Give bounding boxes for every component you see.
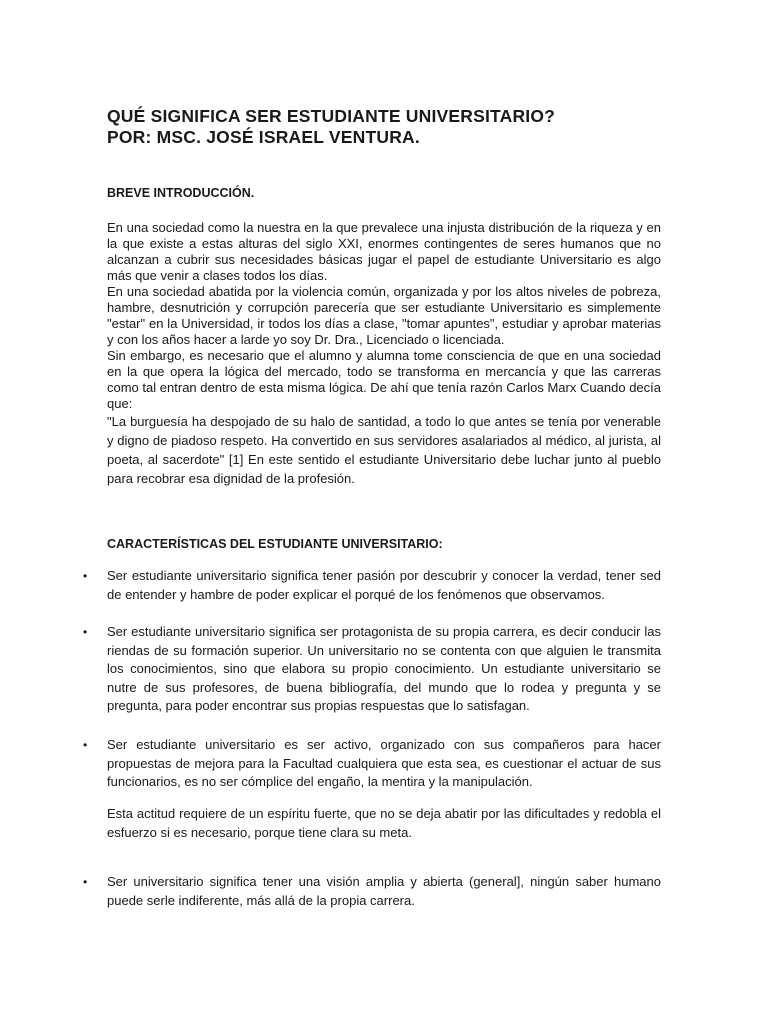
intro-paragraph: En una sociedad abatida por la violencia común, organizada y por los altos niveles de pobreza, hambre, desnutrición y corrupción parecería que ser estudiante Universitario es simplemente "estar" en la Universidad, ir todos los días a clase, "tomar apuntes", estudiar y aprobar materias y con los años hacer a larde yo soy Dr. Dra., Licenciado o licenciada. bbox=[107, 284, 661, 347]
list-item bbox=[83, 873, 661, 910]
intro-paragraph: En una sociedad como la nuestra en la que prevalece una injusta distribución de la riqueza y en la que existe a estas alturas del siglo XXI, enormes contingentes de seres humanos que no alcanzan a cubrir sus necesidades básicas jugar el papel de estudiante Universitario es algo más que venir a clases todos los días. bbox=[107, 220, 661, 283]
characteristics-heading: CARACTERÍSTICAS DEL ESTUDIANTE UNIVERSITARIO: bbox=[107, 537, 443, 551]
intro-paragraph: Sin embargo, es necesario que el alumno y alumna tome consciencia de que en una sociedad en la que opera la lógica del mercado, todo se transforma en mercancía y que las carreras como tal entran dentro de esta misma lógica. De ahí que tenía razón Carlos Marx Cuando decía que: bbox=[107, 348, 661, 411]
quote-paragraph: "La burguesía ha despojado de su halo de santidad, a todo lo que antes se tenía por venerable y digno de piadoso respeto. Ha convertido en sus servidores asalariados al médico, al jurista, al poeta, al sacerdote" [1] En este sentido el estudiante Universitario debe luchar junto al pueblo para recobrar esa dignidad de la profesión. bbox=[107, 414, 661, 486]
title-line-2: POR: MSC. JOSÉ ISRAEL VENTURA. bbox=[107, 127, 420, 147]
list-item-text: Ser estudiante universitario significa tener pasión por descubrir y conocer la verdad, tener sed de entender y hambre de poder explicar el porqué de los fenómenos que observamos. bbox=[107, 568, 661, 602]
list-item-text: Ser universitario significa tener una visión amplia y abierta (general], ningún saber humano puede serle indiferente, más allá de la propia carrera. bbox=[107, 874, 661, 908]
list-item bbox=[83, 567, 661, 604]
list-item-text: Ser estudiante universitario es ser activo, organizado con sus compañeros para hacer propuestas de mejora para la Facultad cualquiera que esta sea, es cuestionar el actuar de sus funcionarios, es no ser cómplice del engaño, la mentira y la manipulación. bbox=[107, 737, 661, 789]
title-line-1: QUÉ SIGNIFICA SER ESTUDIANTE UNIVERSITARIO? bbox=[107, 106, 556, 126]
intro-section bbox=[107, 220, 661, 488]
list-item bbox=[83, 623, 661, 716]
bullet-icon: • bbox=[83, 569, 88, 583]
document-title bbox=[107, 106, 707, 148]
list-item-text: Ser estudiante universitario significa ser protagonista de su propia carrera, es decir conducir las riendas de su formación superior. Un universitario no se contenta con que alguien le transmita los conocimientos, sino que elabora su propio conocimiento. Un estudiante universitario se nutre de sus profesores, de buena bibliografía, del mundo que lo rodea y pregunta y se pregunta, para poder encontrar sus propias respuestas que lo satisfagan. bbox=[107, 624, 661, 713]
bullet-icon: • bbox=[83, 875, 88, 889]
bullet-icon: • bbox=[83, 738, 88, 752]
intro-heading: BREVE INTRODUCCIÓN. bbox=[107, 186, 255, 200]
attitude-paragraph: Esta actitud requiere de un espíritu fuerte, que no se deja abatir por las dificultades y redobla el esfuerzo si es necesario, porque tiene clara su meta. bbox=[107, 806, 661, 840]
list-item bbox=[83, 736, 661, 792]
bullet-icon: • bbox=[83, 625, 88, 639]
